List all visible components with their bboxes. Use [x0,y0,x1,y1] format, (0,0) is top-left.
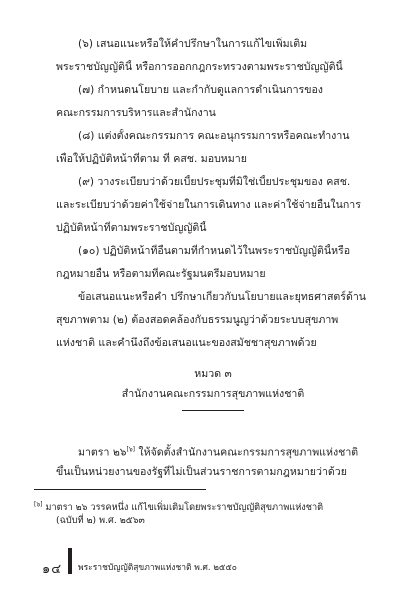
section-text: ให้จัดตั้งสำนักงานคณะกรรมการสุขภาพแห่งชาติ [135,446,359,459]
footnote-line: (ฉบับที่ ๒) พ.ศ. ๒๕๖๓ [56,515,145,526]
body-line: แห่งชาติ และคำนึงถึงข้อเสนอแนะของสมัชชาสุขภาพด้วย [56,337,317,349]
body-line: (๗) กำหนดนโยบาย และกำกับดูแลการดำเนินการของ [78,84,323,96]
footnote-mark: [๖] [34,501,43,508]
body-line: กฎหมายอื่น หรือตามที่คณะรัฐมนตรีมอบหมาย [56,268,266,280]
footnote-reference[interactable]: [๖] [126,446,136,453]
footer-bar [68,548,72,574]
body-line: เพื่อให้ปฏิบัติหน้าที่ตาม ที่ คสช. มอบหมาย [56,153,247,165]
section-line: ขึ้นเป็นหน่วยงานของรัฐที่ไม่เป็นส่วนราชการตามกฎหมายว่าด้วย [56,466,347,478]
section-line [78,442,370,461]
body-line: คณะกรรมการบริหารและสำนักงาน [56,107,216,119]
section-number: มาตรา ๒๖ [78,446,127,459]
body-line: สุขภาพตาม (๒) ต้องสอดคล้องกับธรรมนูญว่าด้วยระบบสุขภาพ [56,314,339,326]
footnote-line: [๖] มาตรา ๒๖ วรรคหนึ่ง แก้ไขเพิ่มเติมโดยพระราชบัญญัติสุขภาพแห่งชาติ [34,501,324,514]
chapter-label: หมวด ๓ [194,368,232,380]
running-title: พระราชบัญญัติสุขภาพแห่งชาติ พ.ศ. ๒๕๕๐ [78,563,237,573]
body-line: (๙) วางระเบียบว่าด้วยเบี้ยประชุมที่มิใช่เบี้ยประชุมของ คสช. [78,176,351,188]
body-line: พระราชบัญญัตินี้ หรือการออกกฎกระทรวงตามพระราชบัญญัตินี้ [56,61,343,73]
body-line: (๖) เสนอแนะหรือให้คำปรึกษาในการแก้ไขเพิ่มเติม [78,38,308,50]
body-line: และระเบียบว่าด้วยค่าใช้จ่ายในการเดินทาง และค่าใช้จ่ายอื่นในการ [56,199,361,211]
body-line: (๑๐) ปฏิบัติหน้าที่อื่นตามที่กำหนดไว้ในพระราชบัญญัตินี้หรือ [78,245,351,257]
body-line: ข้อเสนอแนะหรือคำ ปรึกษาเกี่ยวกับนโยบายและยุทธศาสตร์ด้าน [78,291,367,303]
body-line: (๘) แต่งตั้งคณะกรรมการ คณะอนุกรรมการหรือคณะทำงาน [78,130,350,142]
chapter-title: สำนักงานคณะกรรมการสุขภาพแห่งชาติ [121,388,305,400]
chapter-divider [182,410,244,411]
body-line: ปฏิบัติหน้าที่ตามพระราชบัญญัตินี้ [56,222,207,234]
footnote-divider [34,489,206,490]
page-number: ๑๔ [42,562,63,577]
